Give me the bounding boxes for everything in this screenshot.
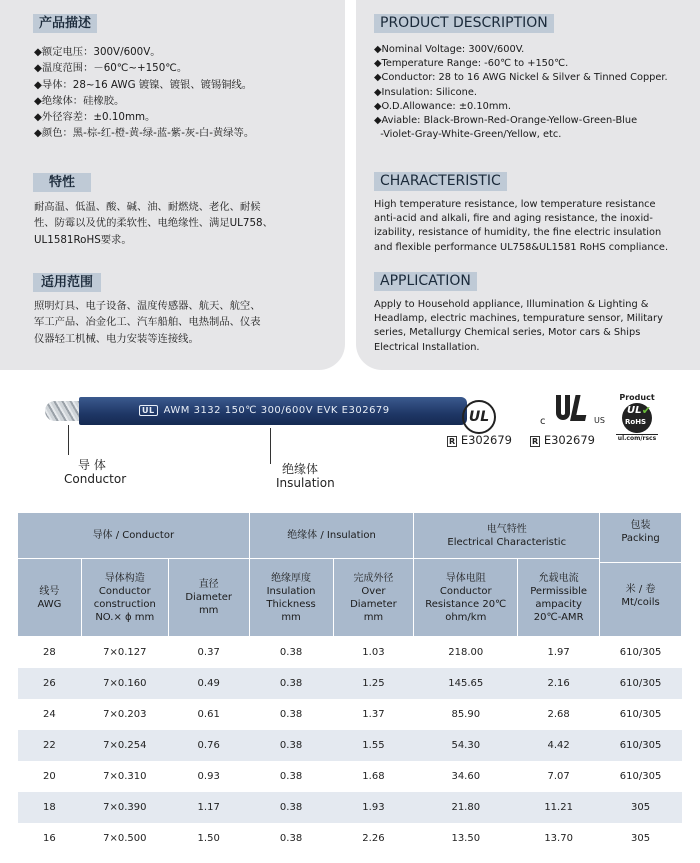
table-cell: 13.50: [451, 833, 481, 844]
cn-desc-list: [34, 44, 254, 142]
table-cell: 0.38: [249, 668, 333, 699]
cn-desc-line: ◆导体：28~16 AWG 镀镍、镀银、镀锡铜线。: [34, 78, 253, 91]
table-cell: 54.30: [414, 730, 518, 761]
table-row: [18, 823, 682, 854]
ul-recognized-icon: [548, 393, 592, 425]
en-desc-title: PRODUCT DESCRIPTION: [374, 14, 554, 33]
table-cell: 0.49: [168, 668, 249, 699]
cn-desc-title: 产品描述: [33, 14, 97, 33]
en-app-line: Apply to Household appliance, Illumination & Lighting &: [374, 299, 649, 310]
table-cell: 1.03: [362, 647, 385, 658]
check-icon: ✔: [641, 404, 651, 417]
col-header-line: Resistance 20℃: [425, 598, 507, 610]
table-row: [18, 668, 682, 699]
insulation-label-cn: 绝缘体: [282, 462, 319, 476]
en-app-line: series, Metallurgy Chemical series, Motor cars & Ships: [374, 327, 641, 339]
en-desc-line: -Violet-Gray-White-Green/Yellow, etc.: [374, 129, 562, 141]
table-cell: 7×0.254: [81, 730, 168, 761]
table-cell: 218.00: [448, 647, 484, 658]
col-diameter: [168, 559, 249, 637]
col-header-line: Thickness: [266, 598, 316, 610]
spec-table: [17, 512, 682, 854]
table-cell: 0.38: [279, 771, 303, 782]
en-desc-line: ◆Temperature Range: -60℃ to +150℃.: [374, 58, 569, 70]
conductor-leader: [68, 425, 69, 455]
col-header-line: ohm/km: [445, 611, 487, 623]
table-cell: 305: [631, 833, 651, 844]
table-cell: 0.38: [279, 709, 303, 720]
table-cell: 20: [43, 771, 56, 782]
table-cell: 7×0.310: [103, 771, 147, 782]
conductor-label-en: Conductor: [64, 472, 127, 486]
insulation-leader: [270, 428, 271, 464]
table-cell: 145.65: [414, 668, 518, 699]
en-app-title: APPLICATION: [374, 272, 477, 291]
en-desc-line: ◆O.D.Allowance: ±0.10mm.: [374, 100, 512, 112]
col-header-line: 绝缘厚度: [271, 572, 312, 584]
cn-char-text: [34, 199, 273, 248]
col-header-line: mm: [198, 605, 219, 616]
table-cell: 7×0.500: [103, 833, 147, 844]
ul-mark-icon: UL: [139, 405, 158, 416]
conductor-label-cn: 导 体: [78, 458, 106, 472]
col-header-line: 导体电阻: [445, 572, 486, 584]
col-header-line: 直径: [198, 579, 219, 590]
col-awg: [18, 559, 82, 637]
c-label: c: [540, 416, 546, 427]
col-header-line: Diameter: [185, 592, 233, 603]
col-header-line: mm: [363, 611, 384, 623]
table-cell: 0.38: [279, 647, 303, 658]
table-cell: 0.93: [197, 771, 220, 782]
col-header-line: AWG: [37, 598, 62, 610]
group-packing-cn: 包装: [630, 520, 651, 531]
cn-char-title: 特性: [33, 173, 91, 192]
table-cell: 34.60: [451, 771, 481, 782]
table-cell: 1.55: [333, 730, 414, 761]
cn-app-text: [34, 298, 261, 347]
col-construction: [81, 559, 168, 637]
table-cell: 85.90: [451, 709, 481, 720]
ul-recognized-small-icon: R: [449, 437, 456, 446]
table-cell: 2.16: [518, 668, 600, 699]
ul-file-number-1: E302679: [460, 433, 512, 447]
table-cell: 0.37: [197, 647, 220, 658]
table-cell: 2.26: [362, 833, 385, 844]
table-cell: 7.07: [547, 771, 570, 782]
table-cell: 18: [18, 792, 82, 823]
group-packing-en: Packing: [621, 533, 660, 544]
cn-desc-line: ◆外径容差：±0.10mm。: [34, 111, 156, 124]
table-cell: 11.21: [518, 792, 600, 823]
cn-char-line: 耐高温、低温、酸、碱、油、耐燃烧、老化、耐候: [34, 201, 261, 213]
col-over-diameter: [333, 559, 414, 637]
col-header-line: 线号: [39, 585, 60, 597]
cn-desc-line: ◆额定电压：300V/600V。: [34, 46, 161, 58]
col-ampacity: [518, 559, 600, 637]
table-cell: 1.17: [168, 792, 249, 823]
col-header-line: mm: [281, 611, 301, 623]
table-cell: 610/305: [600, 668, 682, 699]
en-char-line: and flexible performance UL758&UL1581 RoHS compliance.: [374, 241, 669, 253]
table-cell: 7×0.390: [81, 792, 168, 823]
col-header-line: Permissible: [530, 585, 588, 597]
group-electrical: [414, 513, 600, 559]
table-cell: 13.70: [544, 833, 573, 844]
col-header-line: Conductor: [98, 585, 151, 597]
col-resistance: [414, 559, 518, 637]
cn-char-line: 性、防霉以及优的柔软性、电绝缘性、满足UL758、: [34, 217, 273, 230]
en-desc-line: ◆Conductor: 28 to 16 AWG Nickel & Silver & Tinned Copper.: [374, 72, 668, 84]
table-cell: 22: [18, 730, 82, 761]
col-header-line: NO.× ϕ mm: [95, 611, 155, 623]
table-cell: 610/305: [619, 771, 662, 782]
table-cell: 1.25: [333, 668, 414, 699]
table-cell: 7×0.160: [81, 668, 168, 699]
us-label: US: [594, 416, 605, 425]
table-cell: 28: [43, 647, 56, 658]
en-char-text: [374, 198, 668, 255]
table-row: [18, 699, 682, 730]
ul-recognized-file: [530, 433, 595, 447]
en-char-title: CHARACTERISTIC: [374, 172, 507, 191]
table-row: [18, 761, 682, 792]
table-cell: 0.38: [249, 792, 333, 823]
table-cell: 1.93: [333, 792, 414, 823]
product-label: Product: [619, 393, 655, 402]
table-row: [18, 792, 682, 823]
cable-print-text: AWM 3132 150℃ 300/600V EVK E302679: [163, 405, 390, 416]
cn-char-line: UL1581RoHS要求。: [34, 233, 132, 246]
table-cell: 0.38: [279, 833, 303, 844]
col-header-line: construction: [93, 598, 156, 610]
ul-rohs-badge: [616, 393, 658, 442]
en-char-line: High temperature resistance, low temperature resistance: [374, 199, 656, 210]
cn-desc-line: ◆温度范围：－60℃~+150℃。: [34, 62, 188, 75]
col-header-line: 完成外径: [353, 572, 394, 584]
en-app-line: Electrical Installation.: [374, 341, 480, 353]
col-header-line: 20℃-AMR: [533, 611, 584, 623]
insulation-callout: [276, 462, 335, 490]
ul-listed-file: [447, 433, 512, 447]
en-desc-list: [374, 43, 668, 142]
cn-app-title: 适用范围: [33, 273, 101, 292]
rohs-label: RoHS: [625, 418, 647, 426]
col-header-line: Diameter: [350, 598, 397, 610]
table-cell: 16: [43, 833, 56, 844]
rohs-icon: UL RoHS ✔: [622, 403, 652, 433]
table-cell: 610/305: [600, 730, 682, 761]
cable-jacket: [79, 397, 467, 425]
group-insulation: 绝缘体 / Insulation: [249, 513, 414, 559]
table-cell: 4.42: [518, 730, 600, 761]
en-char-line: anti-acid and alkali, fire and aging resistance, the inoxid-: [374, 213, 653, 225]
cn-app-line: 照明灯具、电子设备、温度传感器、航天、航空、: [34, 300, 261, 312]
en-app-text: [374, 298, 663, 355]
en-desc-line: ◆Nominal Voltage: 300V/600V.: [374, 44, 525, 55]
table-cell: 26: [18, 668, 82, 699]
table-cell: 24: [43, 709, 56, 720]
table-cell: 0.38: [249, 730, 333, 761]
table-cell: 610/305: [619, 709, 662, 720]
insulation-label-en: Insulation: [276, 476, 335, 490]
col-header-line: 导体构造: [104, 572, 145, 584]
spec-table-body: [18, 637, 682, 855]
table-cell: 7×0.127: [103, 647, 147, 658]
table-cell: 2.68: [547, 709, 570, 720]
en-char-line: izability, resistance of humidity, the fine electric insulation: [374, 227, 662, 239]
ul-file-number-2: E302679: [543, 433, 595, 447]
table-cell: 1.68: [362, 771, 385, 782]
table-cell: 1.37: [362, 709, 385, 720]
en-desc-line: ◆Insulation: Silicone.: [374, 86, 477, 98]
col-thickness: [249, 559, 333, 637]
col-header-line: Over: [361, 585, 386, 597]
col-header-line: 米 / 卷: [625, 584, 656, 595]
col-header-line: ampacity: [535, 598, 582, 610]
en-desc-line: ◆Aviable: Black-Brown-Red-Orange-Yellow-Green-Blue: [374, 115, 638, 127]
table-cell: 0.76: [168, 730, 249, 761]
col-header-line: Insulation: [266, 585, 316, 597]
table-cell: 610/305: [619, 647, 662, 658]
ul-url: ul.com/rscs: [617, 435, 657, 442]
table-row: [18, 730, 682, 761]
cn-desc-line: ◆绝缘体：硅橡胶。: [34, 94, 125, 107]
en-app-line: Headlamp, electric machines, tempurature sensor, Military: [374, 313, 663, 325]
table-cell: 0.61: [197, 709, 220, 720]
cn-app-line: 仪器轻工机械、电力安装等连接线。: [34, 332, 199, 345]
col-header-line: Mt/coils: [621, 597, 660, 608]
table-cell: 7×0.203: [103, 709, 147, 720]
cable-print: [139, 405, 390, 416]
ul-listed-icon: UL: [462, 400, 496, 434]
cn-desc-line: ◆颜色：黑-棕-红-橙-黄-绿-蓝-紫-灰-白-黄绿等。: [34, 127, 255, 140]
group-electrical-cn: 电气特性: [486, 523, 527, 535]
col-header-line: 允载电流: [538, 572, 579, 584]
group-electrical-en: Electrical Characteristic: [447, 536, 567, 548]
table-cell: 1.97: [547, 647, 570, 658]
group-conductor: 导体 / Conductor: [18, 513, 250, 559]
table-row: [18, 637, 682, 669]
ul-recognized-small-icon: R: [532, 437, 539, 446]
conductor-callout: [64, 458, 126, 486]
col-header-line: Conductor: [439, 585, 492, 597]
cable-illustration: [45, 395, 435, 427]
table-cell: 1.50: [197, 833, 220, 844]
col-packing: [600, 513, 682, 637]
table-cell: 21.80: [414, 792, 518, 823]
cn-app-line: 军工产品、冶金化工、汽车船舶、电热制品、仪表: [34, 316, 261, 329]
table-cell: 305: [600, 792, 682, 823]
